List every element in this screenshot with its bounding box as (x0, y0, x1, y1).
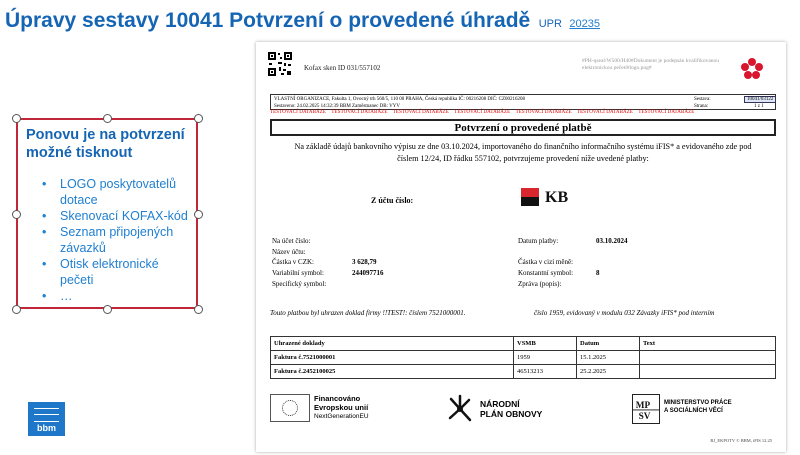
test-database-banner (270, 110, 776, 115)
eu-text-1: Financováno (314, 394, 361, 403)
kofax-scan-id: Kofax sken ID 031/557102 (304, 64, 381, 72)
organization-header (270, 94, 776, 110)
npo-text-2: PLÁN OBNOVY (480, 409, 543, 419)
table-cell (640, 351, 776, 365)
payment-note-left: Touto platbou byl uhrazen doklad firmy !!TEST!: číslem 7521000001. (270, 309, 466, 317)
amount-value: 3 628,79 (352, 258, 377, 266)
message-label: Zpráva (popis): (518, 280, 562, 288)
eu-text-2: Evropskou unií (314, 403, 369, 412)
list-item: • LOGO poskytovatelů dotace (42, 176, 192, 208)
resize-handle-mr[interactable] (194, 210, 203, 219)
variable-symbol-value: 244097716 (352, 269, 384, 277)
resize-handle-br[interactable] (194, 305, 203, 314)
test-label: TESTOVACÍ DATABÁZE (576, 110, 634, 115)
table-cell (640, 365, 776, 379)
npo-text-1: NÁRODNÍ (480, 399, 520, 409)
kb-logo-text: KB (545, 189, 569, 206)
resize-handle-tl[interactable] (12, 114, 21, 123)
document-title: Potvrzení o provedené platbě (270, 119, 776, 136)
table-cell: 25.2.2025 (577, 365, 640, 379)
strana-label: Strana: (694, 104, 709, 109)
svg-text:SV: SV (638, 412, 651, 423)
table-cell: Faktura č.2452100025 (271, 365, 514, 379)
kb-logo-icon (521, 188, 539, 206)
table-row (271, 351, 776, 365)
payment-date-label: Datum platby: (518, 237, 559, 245)
constant-symbol-value: 8 (596, 269, 600, 277)
npo-logo-icon (446, 394, 474, 426)
eu-flag-icon (270, 394, 310, 422)
foreign-amount-label: Částka v cizí měně: (518, 258, 574, 266)
slide-title-text: Úpravy sestavy 10041 Potvrzení o provedené úhradě (5, 9, 531, 32)
mpsv-logo-icon (632, 394, 660, 424)
sestava-label: Sestava: (694, 97, 711, 102)
payment-note-right: číslo 1959, evidovaný v modulu 032 Závazky iFIS* pod interním (534, 309, 715, 317)
mpsv-text-1: MINISTERSTVO PRÁCE (664, 400, 732, 406)
table-header: Datum (577, 337, 640, 351)
bbm-logo-lines (34, 408, 59, 422)
list-item: • Seznam připojených závazků (42, 224, 192, 256)
callout-list (18, 176, 192, 304)
qr-code-icon (268, 52, 292, 76)
mpsv-text-2: A SOCIÁLNÍCH VĚCÍ (664, 408, 723, 414)
table-header-row (271, 337, 776, 351)
slide-title (5, 9, 600, 33)
eu-text-3: NextGenerationEU (314, 413, 369, 420)
strana-value: 1 z 1 (754, 104, 764, 109)
table-row (271, 365, 776, 379)
svg-text:MP: MP (635, 401, 651, 412)
document-footer: RJ_EKPOTV © BBM, iFIS 12.25 (710, 438, 772, 443)
payment-date-value: 03.10.2024 (596, 237, 628, 245)
test-label: TESTOVACÍ DATABÁZE (454, 110, 511, 115)
test-label: TESTOVACÍ DATABÁZE (270, 110, 327, 115)
table-header: Text (640, 337, 776, 351)
table-header: Uhrazené doklady (271, 337, 514, 351)
bbm-logo (28, 402, 65, 436)
table-cell: 46513213 (514, 365, 577, 379)
sestava-id: 10041/03122 (744, 96, 776, 103)
mpsv-text (664, 399, 732, 415)
funding-logos (270, 394, 776, 430)
table-cell: 15.1.2025 (577, 351, 640, 365)
document-intro: Na základě údajů bankovního výpisu ze dne 03.10.2024, importovaného do finančního informačního systému iFIS* a evidovaného zde pod číslem 12/24, ID řádku 557102, potvrzujeme provedení níže uvedené platby: (294, 142, 752, 163)
test-label: TESTOVACÍ DATABÁZE (331, 110, 388, 115)
list-item: • … (42, 288, 192, 304)
created-line: Sestaveno: 24.02.2025 14:32:39 BBM Zaměstnanec DB: VYV (274, 104, 401, 109)
resize-handle-tc[interactable] (103, 114, 112, 123)
organization-line: VLASTNÍ ORGANIZACE, Fakulta 1, Ovocný trh 560/5, 110 00 PRAHA, Česká republika IČ: 00216208 DIČ: CZ00216208 (274, 97, 526, 102)
test-label: TESTOVACÍ DATABÁZE (515, 110, 572, 115)
upr-link[interactable]: 20235 (569, 18, 600, 30)
signature-placeholder: #PH-qseal/W500/H40#Dokument je podepsán kvalifikovanou elektronickou pečetí#logo.png# (582, 58, 720, 71)
list-item: • Skenovací KOFAX-kód (42, 208, 192, 224)
bbm-logo-text: bbm (37, 423, 56, 433)
variable-symbol-label: Variabilní symbol: (272, 269, 324, 277)
paid-documents-table (270, 336, 776, 379)
specific-symbol-label: Specifický symbol: (272, 280, 327, 288)
constant-symbol-label: Konstantní symbol: (518, 269, 574, 277)
test-label: TESTOVACÍ DATABÁZE (638, 110, 695, 115)
eu-funding-text (314, 394, 369, 421)
upr-label: UPR (538, 18, 562, 30)
university-logo-icon (739, 56, 765, 82)
amount-label: Částka v CZK: (272, 258, 314, 266)
list-item: • Otisk elektronické pečeti (42, 256, 192, 288)
resize-handle-ml[interactable] (12, 210, 21, 219)
resize-handle-tr[interactable] (194, 114, 203, 123)
resize-handle-bl[interactable] (12, 305, 21, 314)
callout-heading: Ponovu je na potvrzení možné tisknout (26, 127, 185, 161)
kb-bank-logo (521, 188, 577, 208)
table-cell: Faktura č.7521000001 (271, 351, 514, 365)
test-label: TESTOVACÍ DATABÁZE (392, 110, 449, 115)
from-account-label: Z účtu číslo: (371, 196, 414, 205)
payment-confirmation-document (256, 42, 786, 452)
resize-handle-bc[interactable] (103, 305, 112, 314)
table-cell: 1959 (514, 351, 577, 365)
account-name-label: Název účtu: (272, 248, 306, 256)
table-header: VSMB (514, 337, 577, 351)
to-account-label: Na účet číslo: (272, 237, 311, 245)
npo-text (480, 399, 542, 419)
callout-box[interactable] (16, 118, 198, 309)
